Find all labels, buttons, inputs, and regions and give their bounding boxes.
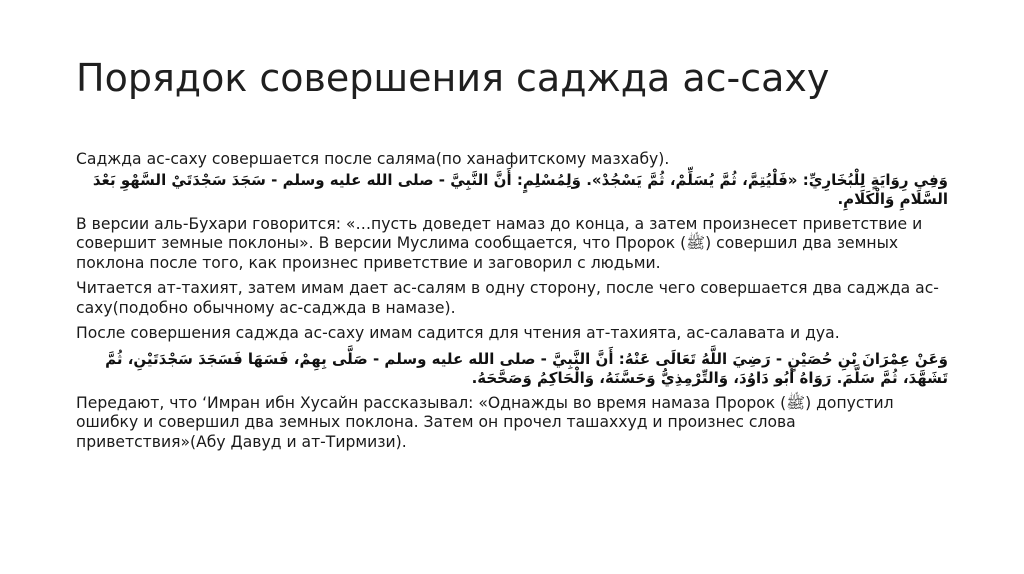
paragraph-after-sajda: После совершения саджда ас-саху имам садится для чтения ат-тахията, ас-салавата и дуа.: [76, 324, 840, 342]
paragraph-tahiyat: Читается ат-тахият, затем имам дает ас-салям в одну сторону, после чего совершается два саджда ас-саху(подобно обычному ас-саджда в намазе).: [76, 279, 939, 317]
arabic-hadith-bukhari: وَفِي رِوَايَةٍ لِلْبُخَارِيِّ: «فَلْيُتِمَّ، ثُمَّ يُسَلِّمْ، ثُمَّ يَسْجُدْ». وَلِمُسْلِمٍ: أَنَّ النَّبِيَّ - صلى الله عليه وسلم - سَجَدَ سَجْدَتَيْ السَّهْوِ بَعْدَ السَّلَامِ وَالْكَلَامِ.: [92, 170, 948, 208]
arabic-hadith-imran: وَعَنْ عِمْرَانَ بْنِ حُصَيْنٍ - رَضِيَ اللَّهُ تَعَالَى عَنْهُ: أَنَّ النَّبِيَّ - صلى الله عليه وسلم - صَلَّى بِهِمْ، فَسَهَا فَسَجَدَ سَجْدَتَيْنِ، ثُمَّ تَشَهَّدَ، ثُمَّ سَلَّمَ. رَوَاهُ أَبُو دَاوُدَ، وَالتِّرْمِذِيُّ وَحَسَّنَهُ، وَالْحَاكِمُ وَصَحَّحَهُ.: [105, 349, 948, 387]
slide-title: Порядок совершения саджда ас-саху: [76, 56, 830, 100]
paragraph-bukhari-translation: В версии аль-Бухари говорится: «…пусть доведет намаз до конца, а затем произнесет приветствие и совершит земные поклоны». В версии Муслима сообщается, что Пророк (ﷺ) совершил два земных поклона после того, как произнес приветствие и заговорил с людьми.: [76, 214, 923, 272]
slide-body: [76, 150, 948, 458]
paragraph-imran-translation: Передают, что ‘Имран ибн Хусайн рассказывал: «Однажды во время намаза Пророк (ﷺ) допустил ошибку и совершил два земных поклона. Затем он прочел ташаххуд и произнес слова приветствия»(Абу Давуд и ат-Тирмизи).: [76, 393, 894, 451]
paragraph-intro: Саджда ас-саху совершается после саляма(по ханафитскому мазхабу).: [76, 150, 670, 168]
